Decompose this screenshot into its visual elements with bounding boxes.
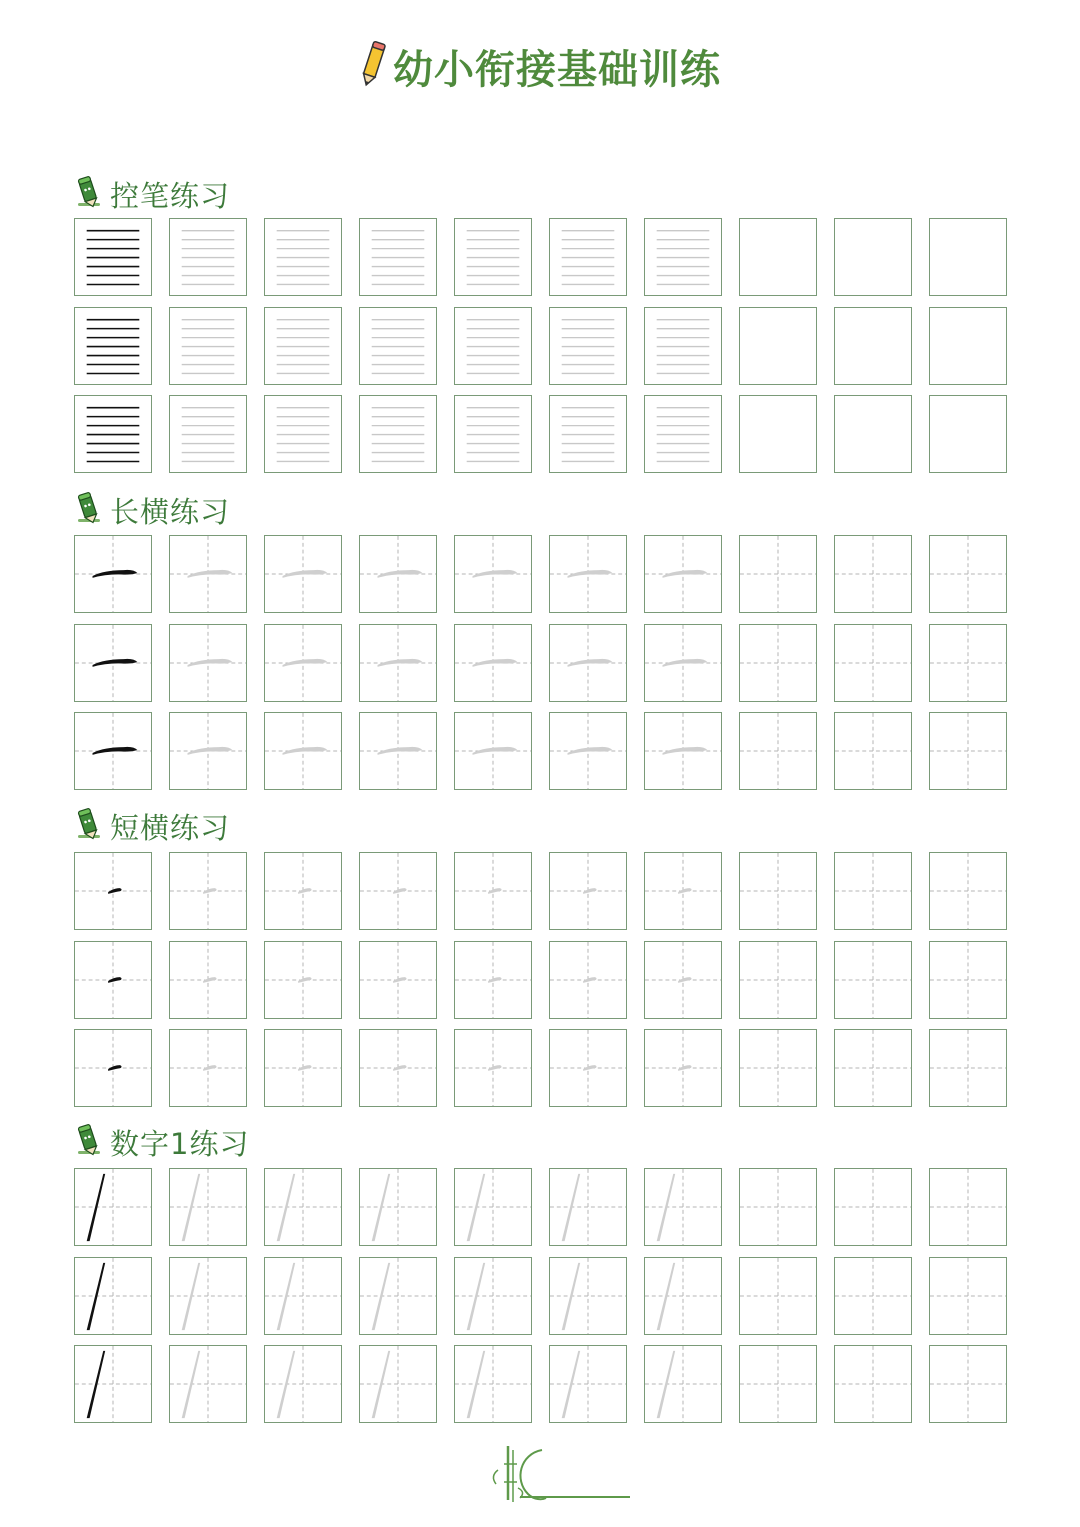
practice-cell-trace bbox=[264, 535, 342, 613]
long-horizontal-stroke bbox=[930, 536, 1006, 612]
practice-cell-trace bbox=[644, 535, 722, 613]
long-horizontal-stroke bbox=[740, 536, 816, 612]
practice-cell-trace bbox=[264, 624, 342, 702]
long-horizontal-stroke bbox=[455, 625, 531, 701]
short-horizontal-stroke bbox=[75, 1030, 151, 1106]
digit-one-stroke bbox=[550, 1169, 626, 1245]
long-horizontal-stroke bbox=[265, 536, 341, 612]
practice-cell-blank bbox=[834, 1029, 912, 1107]
long-horizontal-stroke bbox=[740, 713, 816, 789]
digit-one-stroke bbox=[930, 1346, 1006, 1422]
short-horizontal-stroke bbox=[835, 853, 911, 929]
practice-cell-blank bbox=[834, 535, 912, 613]
line-practice-stroke bbox=[835, 396, 911, 472]
practice-cell-blank bbox=[834, 712, 912, 790]
practice-cell-blank bbox=[739, 218, 817, 296]
practice-cell-trace bbox=[454, 941, 532, 1019]
practice-cell-trace bbox=[359, 1345, 437, 1423]
practice-cell-blank bbox=[929, 307, 1007, 385]
digit-one-stroke bbox=[455, 1258, 531, 1334]
practice-grid-digit-one bbox=[74, 1168, 1009, 1424]
practice-cell-model bbox=[74, 941, 152, 1019]
long-horizontal-stroke bbox=[170, 713, 246, 789]
long-horizontal-stroke bbox=[550, 536, 626, 612]
practice-cell-blank bbox=[929, 1168, 1007, 1246]
practice-cell-trace bbox=[169, 218, 247, 296]
page-title: 幼小衔接基础训练 bbox=[393, 46, 721, 93]
practice-cell-trace bbox=[549, 1168, 627, 1246]
short-horizontal-stroke bbox=[835, 942, 911, 1018]
practice-cell-trace bbox=[264, 712, 342, 790]
line-practice-stroke bbox=[835, 308, 911, 384]
practice-cell-blank bbox=[739, 1257, 817, 1335]
practice-cell-model bbox=[74, 1168, 152, 1246]
bamboo-logo-icon bbox=[480, 1440, 640, 1514]
practice-cell-trace bbox=[644, 1345, 722, 1423]
practice-cell-trace bbox=[454, 712, 532, 790]
practice-cell-trace bbox=[264, 307, 342, 385]
line-practice-stroke bbox=[455, 219, 531, 295]
digit-one-stroke bbox=[360, 1169, 436, 1245]
line-practice-stroke bbox=[170, 396, 246, 472]
practice-cell-model bbox=[74, 395, 152, 473]
line-practice-stroke bbox=[550, 396, 626, 472]
short-horizontal-stroke bbox=[930, 942, 1006, 1018]
practice-cell-blank bbox=[834, 624, 912, 702]
practice-cell-trace bbox=[169, 1345, 247, 1423]
practice-cell-trace bbox=[264, 852, 342, 930]
short-horizontal-stroke bbox=[740, 1030, 816, 1106]
short-horizontal-stroke bbox=[75, 942, 151, 1018]
practice-cell-blank bbox=[834, 1257, 912, 1335]
line-practice-stroke bbox=[550, 219, 626, 295]
practice-cell-model bbox=[74, 307, 152, 385]
practice-cell-trace bbox=[644, 852, 722, 930]
digit-one-stroke bbox=[930, 1258, 1006, 1334]
section-header-long-horizontal bbox=[76, 490, 230, 530]
practice-cell-blank bbox=[929, 218, 1007, 296]
short-horizontal-stroke bbox=[360, 853, 436, 929]
long-horizontal-stroke bbox=[455, 713, 531, 789]
line-practice-stroke bbox=[645, 219, 721, 295]
section-header-short-horizontal bbox=[76, 806, 230, 846]
practice-cell-trace bbox=[549, 535, 627, 613]
short-horizontal-stroke bbox=[265, 942, 341, 1018]
practice-cell-trace bbox=[644, 624, 722, 702]
long-horizontal-stroke bbox=[170, 536, 246, 612]
line-practice-stroke bbox=[360, 219, 436, 295]
practice-cell-blank bbox=[834, 1345, 912, 1423]
practice-cell-model bbox=[74, 535, 152, 613]
practice-cell-blank bbox=[929, 1029, 1007, 1107]
practice-cell-model bbox=[74, 1029, 152, 1107]
line-practice-stroke bbox=[455, 396, 531, 472]
digit-one-stroke bbox=[645, 1258, 721, 1334]
digit-one-stroke bbox=[455, 1169, 531, 1245]
line-practice-stroke bbox=[75, 308, 151, 384]
practice-cell-trace bbox=[549, 1345, 627, 1423]
practice-cell-trace bbox=[169, 1257, 247, 1335]
section-header-control-pen bbox=[76, 174, 230, 214]
line-practice-stroke bbox=[645, 308, 721, 384]
practice-cell-trace bbox=[264, 1029, 342, 1107]
line-practice-stroke bbox=[930, 396, 1006, 472]
practice-cell-trace bbox=[549, 624, 627, 702]
practice-cell-trace bbox=[454, 1345, 532, 1423]
long-horizontal-stroke bbox=[170, 625, 246, 701]
digit-one-stroke bbox=[170, 1169, 246, 1245]
practice-cell-trace bbox=[264, 941, 342, 1019]
practice-cell-trace bbox=[169, 1168, 247, 1246]
practice-cell-blank bbox=[834, 1168, 912, 1246]
long-horizontal-stroke bbox=[75, 536, 151, 612]
practice-cell-model bbox=[74, 624, 152, 702]
practice-cell-trace bbox=[359, 712, 437, 790]
practice-cell-trace bbox=[359, 535, 437, 613]
digit-one-stroke bbox=[740, 1169, 816, 1245]
practice-cell-trace bbox=[169, 712, 247, 790]
short-horizontal-stroke bbox=[645, 942, 721, 1018]
practice-cell-trace bbox=[454, 395, 532, 473]
practice-cell-blank bbox=[929, 941, 1007, 1019]
short-horizontal-stroke bbox=[75, 853, 151, 929]
short-horizontal-stroke bbox=[740, 942, 816, 1018]
long-horizontal-stroke bbox=[550, 625, 626, 701]
digit-one-stroke bbox=[455, 1346, 531, 1422]
practice-cell-trace bbox=[169, 941, 247, 1019]
pencil-badge-icon bbox=[76, 175, 102, 213]
section-header-digit-one bbox=[76, 1122, 249, 1162]
practice-cell-trace bbox=[454, 1029, 532, 1107]
short-horizontal-stroke bbox=[360, 1030, 436, 1106]
digit-one-stroke bbox=[360, 1346, 436, 1422]
line-practice-stroke bbox=[170, 308, 246, 384]
practice-cell-model bbox=[74, 1345, 152, 1423]
long-horizontal-stroke bbox=[835, 536, 911, 612]
digit-one-stroke bbox=[835, 1346, 911, 1422]
practice-cell-trace bbox=[359, 307, 437, 385]
practice-cell-blank bbox=[929, 852, 1007, 930]
digit-one-stroke bbox=[645, 1169, 721, 1245]
practice-cell-trace bbox=[549, 852, 627, 930]
practice-cell-trace bbox=[264, 218, 342, 296]
practice-cell-trace bbox=[644, 712, 722, 790]
practice-grid-control-pen bbox=[74, 218, 1009, 474]
digit-one-stroke bbox=[75, 1169, 151, 1245]
short-horizontal-stroke bbox=[455, 853, 531, 929]
practice-cell-blank bbox=[834, 307, 912, 385]
practice-cell-trace bbox=[454, 1257, 532, 1335]
digit-one-stroke bbox=[835, 1258, 911, 1334]
practice-cell-model bbox=[74, 1257, 152, 1335]
digit-one-stroke bbox=[360, 1258, 436, 1334]
long-horizontal-stroke bbox=[835, 713, 911, 789]
practice-cell-trace bbox=[359, 1029, 437, 1107]
long-horizontal-stroke bbox=[360, 625, 436, 701]
pencil-badge-icon bbox=[76, 491, 102, 529]
practice-cell-trace bbox=[264, 1257, 342, 1335]
short-horizontal-stroke bbox=[455, 942, 531, 1018]
long-horizontal-stroke bbox=[360, 713, 436, 789]
practice-cell-blank bbox=[739, 1029, 817, 1107]
digit-one-stroke bbox=[170, 1346, 246, 1422]
practice-cell-trace bbox=[454, 307, 532, 385]
short-horizontal-stroke bbox=[645, 1030, 721, 1106]
practice-cell-blank bbox=[929, 395, 1007, 473]
short-horizontal-stroke bbox=[455, 1030, 531, 1106]
practice-cell-blank bbox=[929, 1345, 1007, 1423]
pencil-badge-icon bbox=[76, 807, 102, 845]
long-horizontal-stroke bbox=[645, 536, 721, 612]
short-horizontal-stroke bbox=[550, 853, 626, 929]
pencil-icon bbox=[359, 40, 387, 92]
line-practice-stroke bbox=[75, 219, 151, 295]
digit-one-stroke bbox=[645, 1346, 721, 1422]
short-horizontal-stroke bbox=[835, 1030, 911, 1106]
line-practice-stroke bbox=[740, 219, 816, 295]
section-title: 控笔练习 bbox=[110, 178, 231, 213]
line-practice-stroke bbox=[930, 308, 1006, 384]
practice-cell-trace bbox=[169, 395, 247, 473]
practice-cell-model bbox=[74, 218, 152, 296]
practice-cell-trace bbox=[359, 1168, 437, 1246]
practice-cell-trace bbox=[644, 1168, 722, 1246]
pencil-badge-icon bbox=[76, 1123, 102, 1161]
long-horizontal-stroke bbox=[75, 713, 151, 789]
practice-cell-trace bbox=[359, 218, 437, 296]
practice-cell-model bbox=[74, 712, 152, 790]
digit-one-stroke bbox=[930, 1169, 1006, 1245]
practice-cell-trace bbox=[359, 1257, 437, 1335]
practice-cell-trace bbox=[549, 307, 627, 385]
practice-cell-blank bbox=[834, 395, 912, 473]
section-title: 短横练习 bbox=[110, 810, 231, 845]
practice-grid-long-horizontal bbox=[74, 535, 1009, 791]
long-horizontal-stroke bbox=[455, 536, 531, 612]
practice-cell-blank bbox=[929, 624, 1007, 702]
line-practice-stroke bbox=[265, 308, 341, 384]
long-horizontal-stroke bbox=[930, 625, 1006, 701]
practice-cell-blank bbox=[739, 712, 817, 790]
long-horizontal-stroke bbox=[265, 625, 341, 701]
practice-cell-blank bbox=[929, 1257, 1007, 1335]
line-practice-stroke bbox=[550, 308, 626, 384]
short-horizontal-stroke bbox=[930, 853, 1006, 929]
long-horizontal-stroke bbox=[930, 713, 1006, 789]
short-horizontal-stroke bbox=[265, 853, 341, 929]
short-horizontal-stroke bbox=[740, 853, 816, 929]
practice-cell-blank bbox=[739, 307, 817, 385]
practice-cell-blank bbox=[834, 852, 912, 930]
line-practice-stroke bbox=[265, 396, 341, 472]
practice-cell-trace bbox=[169, 852, 247, 930]
practice-cell-trace bbox=[169, 535, 247, 613]
practice-cell-blank bbox=[739, 852, 817, 930]
line-practice-stroke bbox=[740, 396, 816, 472]
practice-cell-trace bbox=[549, 395, 627, 473]
short-horizontal-stroke bbox=[170, 1030, 246, 1106]
practice-cell-blank bbox=[834, 941, 912, 1019]
practice-cell-trace bbox=[454, 852, 532, 930]
practice-cell-trace bbox=[644, 218, 722, 296]
practice-cell-trace bbox=[359, 941, 437, 1019]
practice-cell-blank bbox=[739, 1168, 817, 1246]
line-practice-stroke bbox=[360, 308, 436, 384]
practice-cell-trace bbox=[644, 1257, 722, 1335]
digit-one-stroke bbox=[550, 1258, 626, 1334]
long-horizontal-stroke bbox=[645, 713, 721, 789]
digit-one-stroke bbox=[75, 1346, 151, 1422]
practice-cell-trace bbox=[169, 1029, 247, 1107]
line-practice-stroke bbox=[170, 219, 246, 295]
digit-one-stroke bbox=[265, 1346, 341, 1422]
practice-cell-trace bbox=[359, 852, 437, 930]
section-title: 长横练习 bbox=[110, 494, 231, 529]
practice-cell-trace bbox=[644, 395, 722, 473]
practice-grid-short-horizontal bbox=[74, 852, 1009, 1108]
digit-one-stroke bbox=[835, 1169, 911, 1245]
practice-cell-trace bbox=[264, 395, 342, 473]
short-horizontal-stroke bbox=[930, 1030, 1006, 1106]
practice-cell-trace bbox=[454, 1168, 532, 1246]
short-horizontal-stroke bbox=[265, 1030, 341, 1106]
long-horizontal-stroke bbox=[265, 713, 341, 789]
practice-cell-blank bbox=[739, 1345, 817, 1423]
practice-cell-blank bbox=[929, 535, 1007, 613]
short-horizontal-stroke bbox=[550, 942, 626, 1018]
practice-cell-trace bbox=[549, 712, 627, 790]
short-horizontal-stroke bbox=[550, 1030, 626, 1106]
long-horizontal-stroke bbox=[360, 536, 436, 612]
practice-cell-trace bbox=[644, 1029, 722, 1107]
practice-cell-trace bbox=[644, 941, 722, 1019]
short-horizontal-stroke bbox=[170, 942, 246, 1018]
practice-cell-blank bbox=[739, 395, 817, 473]
digit-one-stroke bbox=[75, 1258, 151, 1334]
practice-cell-trace bbox=[264, 1168, 342, 1246]
section-title: 数字1练习 bbox=[110, 1126, 250, 1161]
short-horizontal-stroke bbox=[170, 853, 246, 929]
digit-one-stroke bbox=[740, 1346, 816, 1422]
line-practice-stroke bbox=[930, 219, 1006, 295]
long-horizontal-stroke bbox=[835, 625, 911, 701]
long-horizontal-stroke bbox=[75, 625, 151, 701]
practice-cell-trace bbox=[264, 1345, 342, 1423]
practice-cell-blank bbox=[739, 535, 817, 613]
practice-cell-model bbox=[74, 852, 152, 930]
practice-cell-blank bbox=[929, 712, 1007, 790]
practice-cell-trace bbox=[454, 218, 532, 296]
practice-cell-trace bbox=[359, 395, 437, 473]
line-practice-stroke bbox=[455, 308, 531, 384]
digit-one-stroke bbox=[740, 1258, 816, 1334]
practice-cell-trace bbox=[169, 307, 247, 385]
practice-cell-trace bbox=[454, 535, 532, 613]
practice-cell-blank bbox=[739, 941, 817, 1019]
line-practice-stroke bbox=[75, 396, 151, 472]
digit-one-stroke bbox=[265, 1169, 341, 1245]
long-horizontal-stroke bbox=[740, 625, 816, 701]
practice-cell-trace bbox=[549, 1029, 627, 1107]
line-practice-stroke bbox=[360, 396, 436, 472]
long-horizontal-stroke bbox=[645, 625, 721, 701]
practice-cell-trace bbox=[549, 1257, 627, 1335]
practice-cell-trace bbox=[644, 307, 722, 385]
line-practice-stroke bbox=[835, 219, 911, 295]
long-horizontal-stroke bbox=[550, 713, 626, 789]
short-horizontal-stroke bbox=[645, 853, 721, 929]
practice-cell-trace bbox=[359, 624, 437, 702]
digit-one-stroke bbox=[170, 1258, 246, 1334]
digit-one-stroke bbox=[550, 1346, 626, 1422]
line-practice-stroke bbox=[645, 396, 721, 472]
page-title-bar bbox=[0, 36, 1080, 96]
practice-cell-trace bbox=[454, 624, 532, 702]
line-practice-stroke bbox=[740, 308, 816, 384]
practice-cell-blank bbox=[739, 624, 817, 702]
practice-cell-blank bbox=[834, 218, 912, 296]
practice-cell-trace bbox=[549, 941, 627, 1019]
digit-one-stroke bbox=[265, 1258, 341, 1334]
practice-cell-trace bbox=[169, 624, 247, 702]
practice-cell-trace bbox=[549, 218, 627, 296]
line-practice-stroke bbox=[265, 219, 341, 295]
short-horizontal-stroke bbox=[360, 942, 436, 1018]
